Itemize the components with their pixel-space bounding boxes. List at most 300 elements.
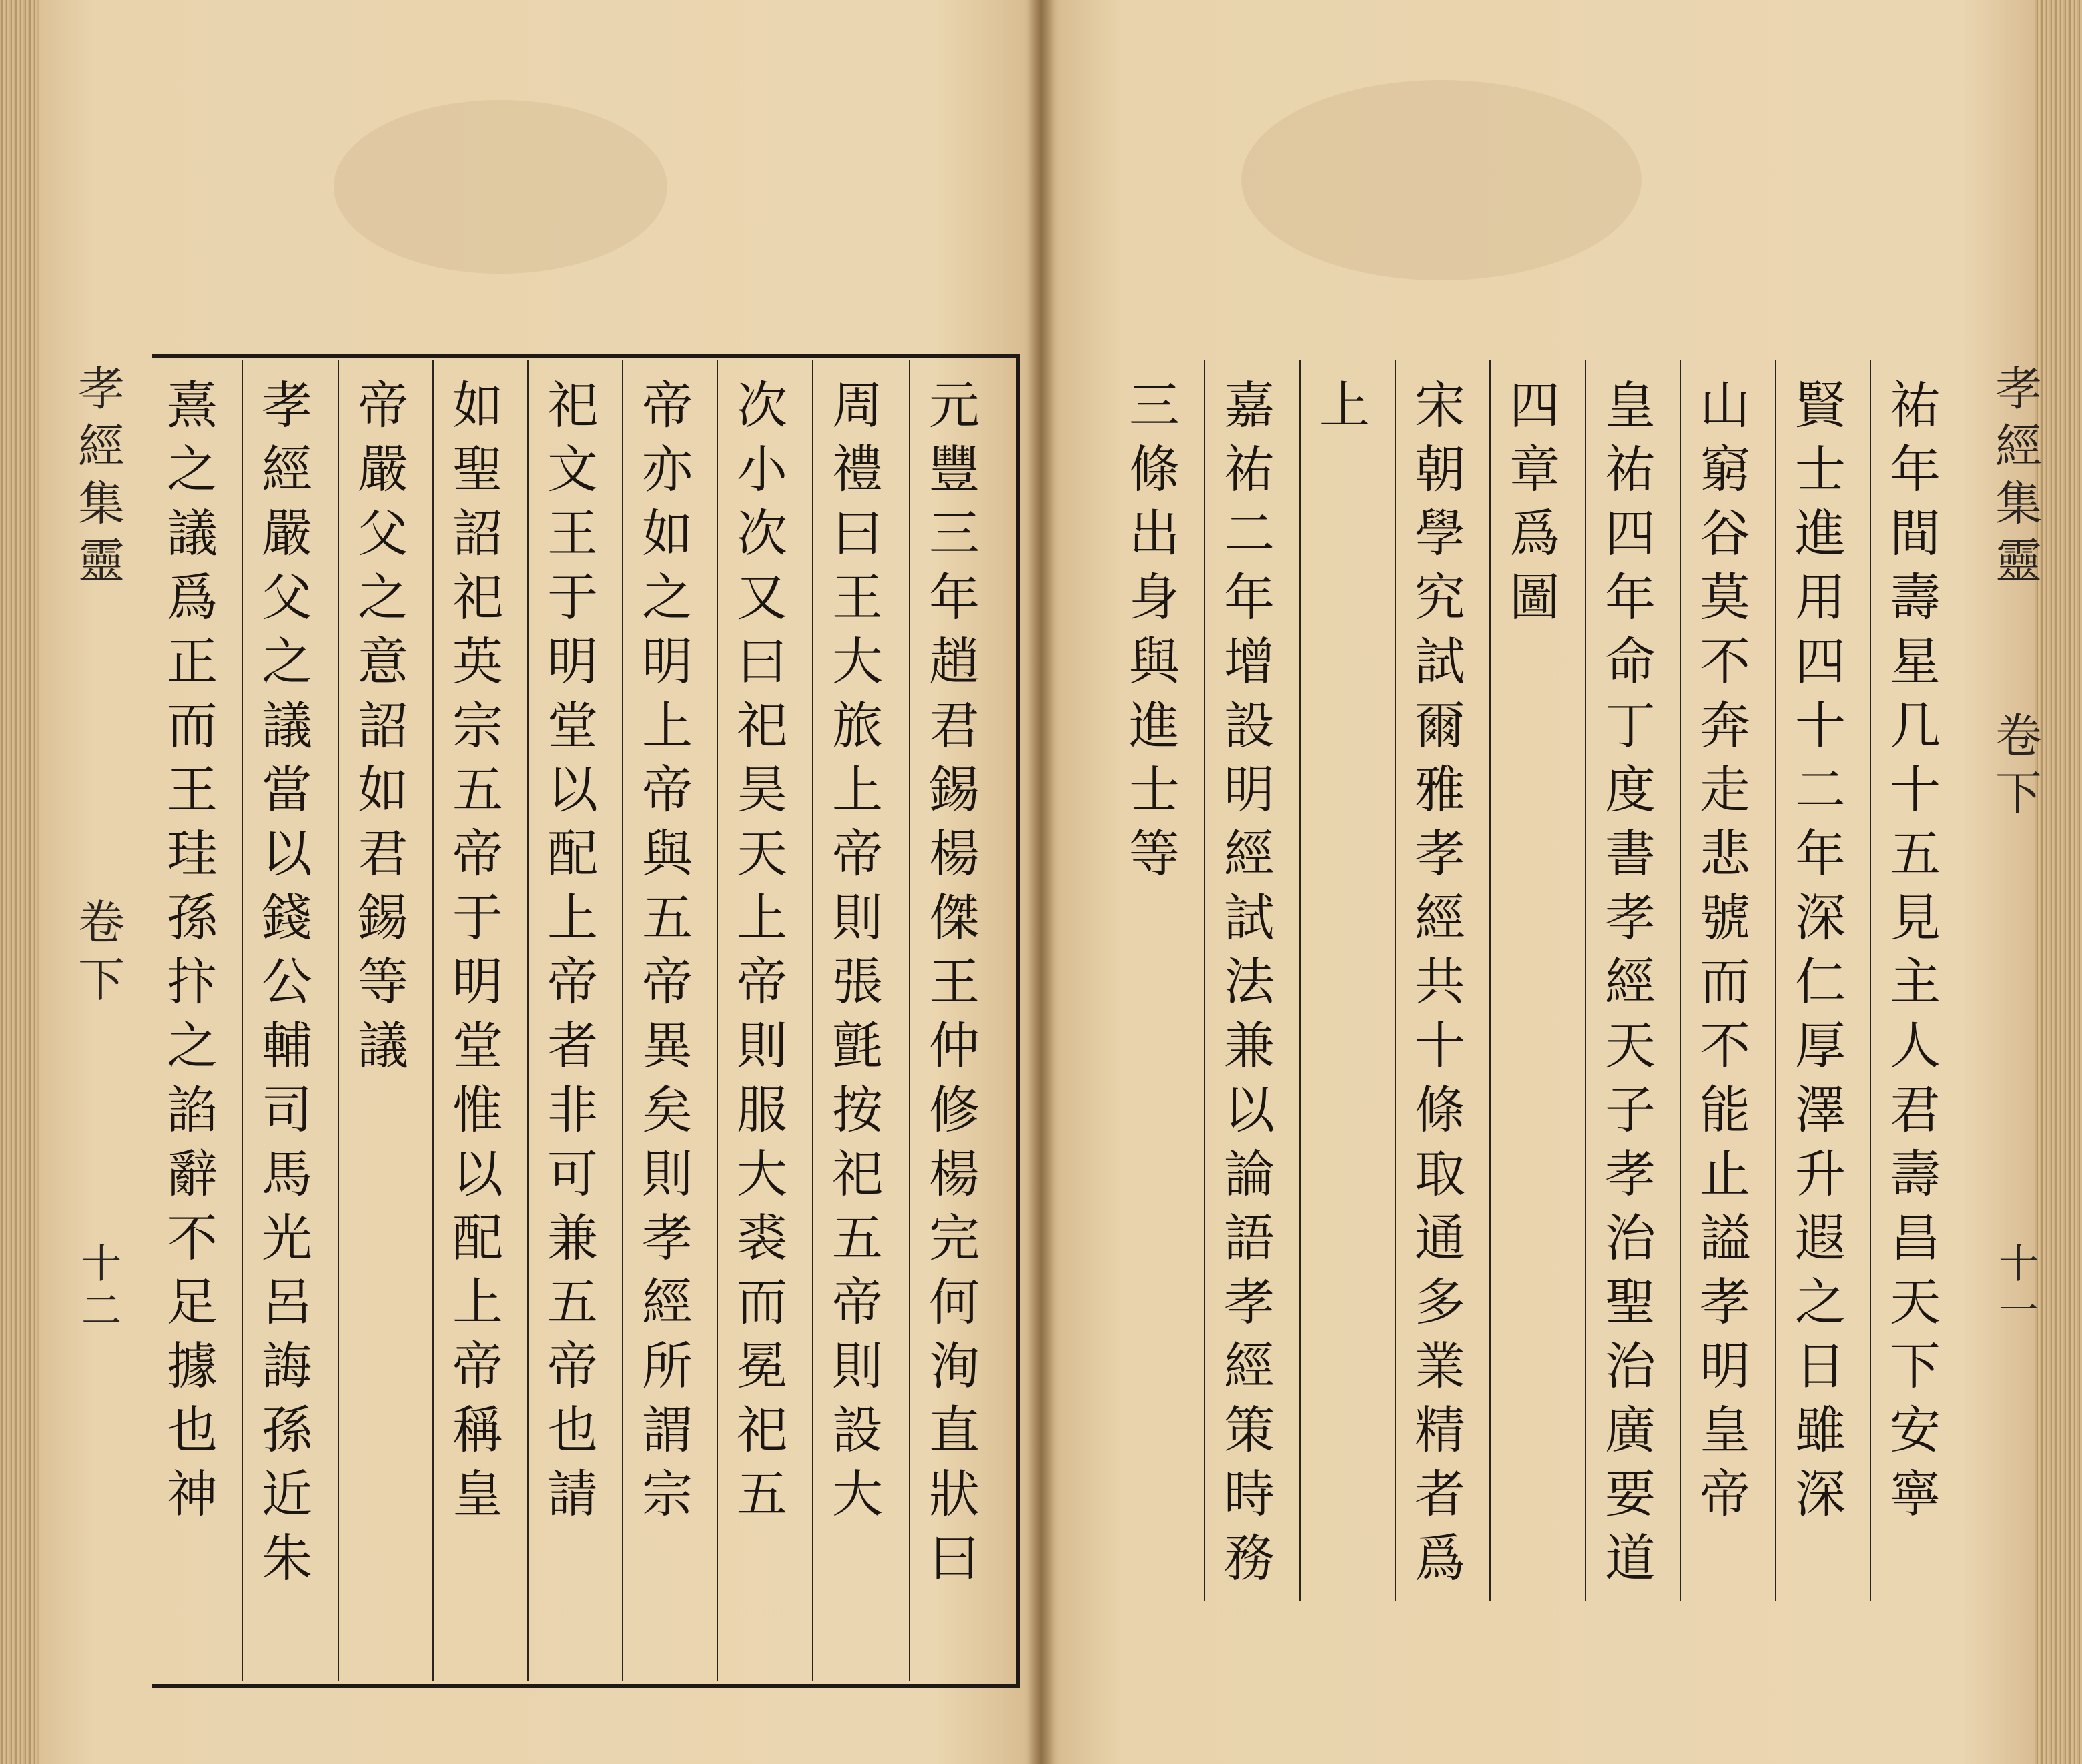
glyph: 上 (1319, 376, 1370, 435)
column-rule (242, 360, 243, 1681)
glyph: 經 (262, 440, 312, 499)
glyph: 于 (452, 888, 503, 947)
glyph: 孝 (1605, 888, 1656, 947)
glyph: 窮 (1700, 440, 1750, 499)
paper-stain (334, 100, 667, 274)
glyph: 祀 (452, 568, 503, 627)
glyph: 天 (1890, 1272, 1941, 1332)
glyph: 亦 (642, 440, 693, 499)
glyph: 帝 (832, 1272, 883, 1332)
glyph: 君 (1890, 1080, 1941, 1140)
glyph: 命 (1605, 632, 1656, 691)
glyph: 治 (1605, 1208, 1656, 1268)
glyph: 可 (547, 1144, 598, 1204)
text-column (928, 374, 981, 1591)
glyph: 爲 (1415, 1528, 1465, 1588)
glyph: 章 (1509, 440, 1560, 499)
glyph: 近 (262, 1464, 312, 1524)
glyph: 豐 (929, 440, 980, 499)
glyph: 聖 (452, 440, 503, 499)
glyph: 山 (1700, 376, 1750, 435)
book-gutter (1028, 0, 1054, 1764)
glyph: 寧 (1890, 1464, 1941, 1524)
glyph: 君 (358, 824, 408, 883)
glyph: 英 (452, 632, 503, 691)
glyph: 帝 (547, 952, 598, 1011)
glyph: 厚 (1795, 1016, 1846, 1075)
text-column (1888, 374, 1942, 1526)
column-rule (1299, 360, 1301, 1601)
glyph: 張 (832, 952, 883, 1011)
glyph: 以 (262, 824, 312, 883)
glyph: 足 (167, 1272, 218, 1332)
glyph: 爾 (1415, 696, 1465, 755)
column-rule (338, 360, 339, 1681)
page-edges-right (2035, 0, 2082, 1764)
glyph: 天 (737, 824, 787, 883)
glyph: 條 (1415, 1080, 1465, 1140)
glyph: 當 (262, 760, 312, 819)
glyph: 惟 (452, 1080, 503, 1140)
glyph: 經 (1224, 1336, 1275, 1396)
glyph: 大 (737, 1144, 787, 1204)
glyph: 經 (1224, 824, 1275, 883)
glyph: 共 (1415, 952, 1465, 1011)
glyph: 出 (1129, 504, 1180, 563)
glyph: 又 (737, 568, 787, 627)
glyph: 帝 (452, 1336, 503, 1396)
glyph: 谷 (1700, 504, 1750, 563)
glyph: 仲 (929, 1016, 980, 1075)
column-rule (1395, 360, 1396, 1601)
text-column (451, 374, 504, 1526)
glyph: 孝 (642, 1208, 693, 1268)
glyph: 深 (1795, 888, 1846, 947)
glyph: 上 (452, 1272, 503, 1332)
glyph: 而 (737, 1272, 787, 1332)
column-rule (622, 360, 623, 1681)
glyph: 與 (1129, 632, 1180, 691)
glyph: 曰 (737, 632, 787, 691)
glyph: 五 (1890, 824, 1941, 883)
glyph: 帝 (642, 760, 693, 819)
glyph: 趙 (929, 632, 980, 691)
column-rule (1585, 360, 1586, 1601)
glyph: 之 (262, 632, 312, 691)
glyph: 時 (1224, 1464, 1275, 1524)
glyph: 二 (1795, 760, 1846, 819)
glyph: 禮 (832, 440, 883, 499)
glyph: 十 (1415, 1016, 1465, 1075)
glyph: 多 (1415, 1272, 1465, 1332)
glyph: 帝 (452, 824, 503, 883)
glyph: 士 (1129, 760, 1180, 819)
glyph: 年 (1795, 824, 1846, 883)
glyph: 上 (737, 888, 787, 947)
column-rule (1680, 360, 1681, 1601)
glyph: 諂 (167, 1080, 218, 1140)
glyph: 遐 (1795, 1208, 1846, 1268)
glyph: 聖 (1605, 1272, 1656, 1332)
glyph: 何 (929, 1272, 980, 1332)
glyph: 曰 (832, 504, 883, 563)
margin-glyph: 集 (78, 476, 125, 531)
glyph: 嚴 (262, 504, 312, 563)
glyph: 周 (832, 376, 883, 435)
glyph: 議 (262, 696, 312, 755)
glyph: 道 (1605, 1528, 1656, 1588)
margin-glyph: 經 (1995, 419, 2042, 474)
text-column (1128, 374, 1181, 886)
glyph: 也 (547, 1400, 598, 1460)
glyph: 馬 (262, 1144, 312, 1204)
glyph: 論 (1224, 1144, 1275, 1204)
page-edges-left (0, 0, 39, 1764)
glyph: 如 (452, 376, 503, 435)
glyph: 錫 (929, 760, 980, 819)
glyph: 之 (642, 568, 693, 627)
glyph: 要 (1605, 1464, 1656, 1524)
glyph: 皇 (1605, 376, 1656, 435)
text-column (356, 374, 410, 1078)
text-column (1794, 374, 1847, 1526)
glyph: 輔 (262, 1016, 312, 1075)
glyph: 以 (452, 1144, 503, 1204)
glyph: 法 (1224, 952, 1275, 1011)
glyph: 則 (642, 1144, 693, 1204)
glyph: 大 (832, 1464, 883, 1524)
glyph: 孝 (1700, 1272, 1750, 1332)
glyph: 裘 (737, 1208, 787, 1268)
glyph: 詔 (358, 696, 408, 755)
glyph: 明 (452, 952, 503, 1011)
margin-glyph: 下 (1995, 766, 2042, 821)
glyph: 司 (262, 1080, 312, 1140)
glyph: 下 (1890, 1336, 1941, 1396)
paper-stain (1241, 80, 1642, 280)
glyph: 昊 (737, 760, 787, 819)
margin-glyph: 靈 (78, 534, 125, 588)
glyph: 以 (1224, 1080, 1275, 1140)
glyph: 議 (167, 504, 218, 563)
glyph: 者 (547, 1016, 598, 1075)
glyph: 王 (547, 504, 598, 563)
glyph: 見 (1890, 888, 1941, 947)
column-rule (812, 360, 813, 1681)
glyph: 王 (832, 568, 883, 627)
glyph: 次 (737, 504, 787, 563)
glyph: 帝 (642, 376, 693, 435)
glyph: 爲 (1509, 504, 1560, 563)
glyph: 等 (1129, 824, 1180, 883)
glyph: 莫 (1700, 568, 1750, 627)
glyph: 人 (1890, 1016, 1941, 1075)
glyph: 君 (929, 696, 980, 755)
glyph: 正 (167, 632, 218, 691)
glyph: 修 (929, 1080, 980, 1140)
glyph: 間 (1890, 504, 1941, 563)
glyph: 之 (167, 1016, 218, 1075)
glyph: 不 (167, 1208, 218, 1268)
glyph: 等 (358, 952, 408, 1011)
glyph: 楊 (929, 824, 980, 883)
glyph: 兼 (547, 1208, 598, 1268)
glyph: 旅 (832, 696, 883, 755)
glyph: 則 (832, 888, 883, 947)
margin-glyph: 孝 (1995, 362, 2042, 416)
glyph: 小 (737, 440, 787, 499)
glyph: 經 (1415, 888, 1465, 947)
margin-glyph: 下 (78, 953, 125, 1007)
glyph: 抃 (167, 952, 218, 1011)
glyph: 昌 (1890, 1208, 1941, 1268)
glyph: 圖 (1509, 568, 1560, 627)
glyph: 士 (1795, 440, 1846, 499)
glyph: 四 (1795, 632, 1846, 691)
glyph: 試 (1415, 632, 1465, 691)
glyph: 配 (547, 824, 598, 883)
glyph: 五 (452, 760, 503, 819)
glyph: 孝 (1415, 824, 1465, 883)
column-rule (1489, 360, 1491, 1601)
glyph: 語 (1224, 1208, 1275, 1268)
text-column (735, 374, 789, 1526)
glyph: 錢 (262, 888, 312, 947)
margin-volume-right (1992, 707, 2045, 822)
glyph: 悲 (1700, 824, 1750, 883)
margin-glyph: 集 (1995, 476, 2042, 531)
glyph: 謚 (1700, 1208, 1750, 1268)
glyph: 如 (358, 760, 408, 819)
glyph: 走 (1700, 760, 1750, 819)
glyph: 氈 (832, 1016, 883, 1075)
glyph: 增 (1224, 632, 1275, 691)
glyph: 錫 (358, 888, 408, 947)
glyph: 度 (1605, 760, 1656, 819)
text-column (1318, 374, 1371, 438)
glyph: 設 (832, 1400, 883, 1460)
glyph: 楊 (929, 1144, 980, 1204)
text-column (1604, 374, 1657, 1591)
glyph: 學 (1415, 504, 1465, 563)
glyph: 之 (1795, 1272, 1846, 1332)
glyph: 矣 (642, 1080, 693, 1140)
glyph: 不 (1700, 632, 1750, 691)
glyph: 帝 (547, 1336, 598, 1396)
glyph: 堂 (547, 696, 598, 755)
glyph: 明 (1700, 1336, 1750, 1396)
margin-title-right (1992, 360, 2045, 590)
glyph: 雖 (1795, 1400, 1846, 1460)
margin-glyph: 卷 (78, 895, 125, 950)
glyph: 日 (1795, 1336, 1846, 1396)
glyph: 詔 (452, 504, 503, 563)
glyph: 祐 (1224, 440, 1275, 499)
glyph: 文 (547, 440, 598, 499)
glyph: 稱 (452, 1400, 503, 1460)
glyph: 澤 (1795, 1080, 1846, 1140)
glyph: 年 (1224, 568, 1275, 627)
glyph: 呂 (262, 1272, 312, 1332)
glyph: 宗 (452, 696, 503, 755)
glyph: 孫 (167, 888, 218, 947)
glyph: 几 (1890, 696, 1941, 755)
glyph: 能 (1700, 1080, 1750, 1140)
glyph: 公 (262, 952, 312, 1011)
column-rule (1204, 360, 1205, 1601)
margin-glyph: 孝 (78, 362, 125, 416)
glyph: 二 (1224, 504, 1275, 563)
glyph: 次 (737, 376, 787, 435)
glyph: 不 (1700, 1016, 1750, 1075)
glyph: 祀 (547, 376, 598, 435)
glyph: 兼 (1224, 1016, 1275, 1075)
glyph: 冕 (737, 1336, 787, 1396)
glyph: 之 (358, 568, 408, 627)
glyph: 務 (1224, 1528, 1275, 1588)
right-page (1041, 0, 2082, 1764)
glyph: 爲 (167, 568, 218, 627)
glyph: 王 (167, 760, 218, 819)
column-rule (1870, 360, 1871, 1601)
glyph: 取 (1415, 1144, 1465, 1204)
glyph: 仁 (1795, 952, 1846, 1011)
glyph: 號 (1700, 888, 1750, 947)
glyph: 十 (1890, 760, 1941, 819)
glyph: 據 (167, 1336, 218, 1396)
text-column (831, 374, 884, 1526)
glyph: 按 (832, 1080, 883, 1140)
glyph: 業 (1415, 1336, 1465, 1396)
glyph: 子 (1605, 1080, 1656, 1140)
glyph: 堂 (452, 1016, 503, 1075)
glyph: 而 (1700, 952, 1750, 1011)
glyph: 父 (358, 504, 408, 563)
glyph: 非 (547, 1080, 598, 1140)
glyph: 年 (1890, 440, 1941, 499)
glyph: 如 (642, 504, 693, 563)
glyph: 明 (547, 632, 598, 691)
glyph: 祀 (832, 1144, 883, 1204)
glyph: 十 (1795, 696, 1846, 755)
glyph: 三 (1129, 376, 1180, 435)
glyph: 直 (929, 1400, 980, 1460)
glyph: 珪 (167, 824, 218, 883)
glyph: 精 (1415, 1400, 1465, 1460)
glyph: 進 (1129, 696, 1180, 755)
glyph: 身 (1129, 568, 1180, 627)
margin-title-left (75, 360, 128, 590)
margin-page-number-left: 十二 (81, 1241, 121, 1334)
glyph: 狀 (929, 1464, 980, 1524)
glyph: 熹 (167, 376, 218, 435)
glyph: 議 (358, 1016, 408, 1075)
glyph: 皇 (1700, 1400, 1750, 1460)
glyph: 上 (832, 760, 883, 819)
glyph: 以 (547, 760, 598, 819)
glyph: 謂 (642, 1400, 693, 1460)
glyph: 五 (642, 888, 693, 947)
margin-volume-left (75, 894, 128, 1009)
glyph: 祀 (737, 696, 787, 755)
glyph: 元 (929, 376, 980, 435)
glyph: 星 (1890, 632, 1941, 691)
glyph: 異 (642, 1016, 693, 1075)
glyph: 書 (1605, 824, 1656, 883)
glyph: 辭 (167, 1144, 218, 1204)
glyph: 帝 (737, 952, 787, 1011)
glyph: 丁 (1605, 696, 1656, 755)
text-column (1223, 374, 1276, 1591)
glyph: 所 (642, 1336, 693, 1396)
glyph: 年 (1605, 568, 1656, 627)
glyph: 賢 (1795, 376, 1846, 435)
glyph: 而 (167, 696, 218, 755)
glyph: 天 (1605, 1016, 1656, 1075)
glyph: 孝 (262, 376, 312, 435)
glyph: 父 (262, 568, 312, 627)
glyph: 傑 (929, 888, 980, 947)
glyph: 經 (1605, 952, 1656, 1011)
glyph: 光 (262, 1208, 312, 1268)
glyph: 者 (1415, 1464, 1465, 1524)
glyph: 設 (1224, 696, 1275, 755)
glyph: 嚴 (358, 440, 408, 499)
glyph: 五 (547, 1272, 598, 1332)
glyph: 安 (1890, 1400, 1941, 1460)
glyph: 則 (832, 1336, 883, 1396)
glyph: 三 (929, 504, 980, 563)
text-column (546, 374, 599, 1526)
glyph: 皇 (452, 1464, 503, 1524)
glyph: 誨 (262, 1336, 312, 1396)
column-rule (909, 360, 910, 1681)
glyph: 升 (1795, 1144, 1846, 1204)
glyph: 雅 (1415, 760, 1465, 819)
glyph: 帝 (642, 952, 693, 1011)
glyph: 帝 (1700, 1464, 1750, 1524)
glyph: 帝 (358, 376, 408, 435)
margin-glyph: 經 (78, 419, 125, 474)
glyph: 明 (642, 632, 693, 691)
text-column (1698, 374, 1752, 1526)
glyph: 止 (1700, 1144, 1750, 1204)
column-rule (432, 360, 434, 1681)
glyph: 上 (547, 888, 598, 947)
glyph: 究 (1415, 568, 1465, 627)
text-column (1413, 374, 1467, 1591)
glyph: 帝 (832, 824, 883, 883)
text-column (260, 374, 314, 1591)
text-column (165, 374, 219, 1526)
glyph: 祐 (1890, 376, 1941, 435)
glyph: 服 (737, 1080, 787, 1140)
glyph: 主 (1890, 952, 1941, 1011)
glyph: 神 (167, 1464, 218, 1524)
glyph: 明 (1224, 760, 1275, 819)
text-column (641, 374, 694, 1526)
glyph: 請 (547, 1464, 598, 1524)
glyph: 祐 (1605, 440, 1656, 499)
column-rule (717, 360, 718, 1681)
glyph: 上 (642, 696, 693, 755)
column-rule (1775, 360, 1776, 1601)
glyph: 宋 (1415, 376, 1465, 435)
glyph: 試 (1224, 888, 1275, 947)
glyph: 祀 (737, 1400, 787, 1460)
glyph: 大 (832, 632, 883, 691)
glyph: 五 (737, 1464, 787, 1524)
